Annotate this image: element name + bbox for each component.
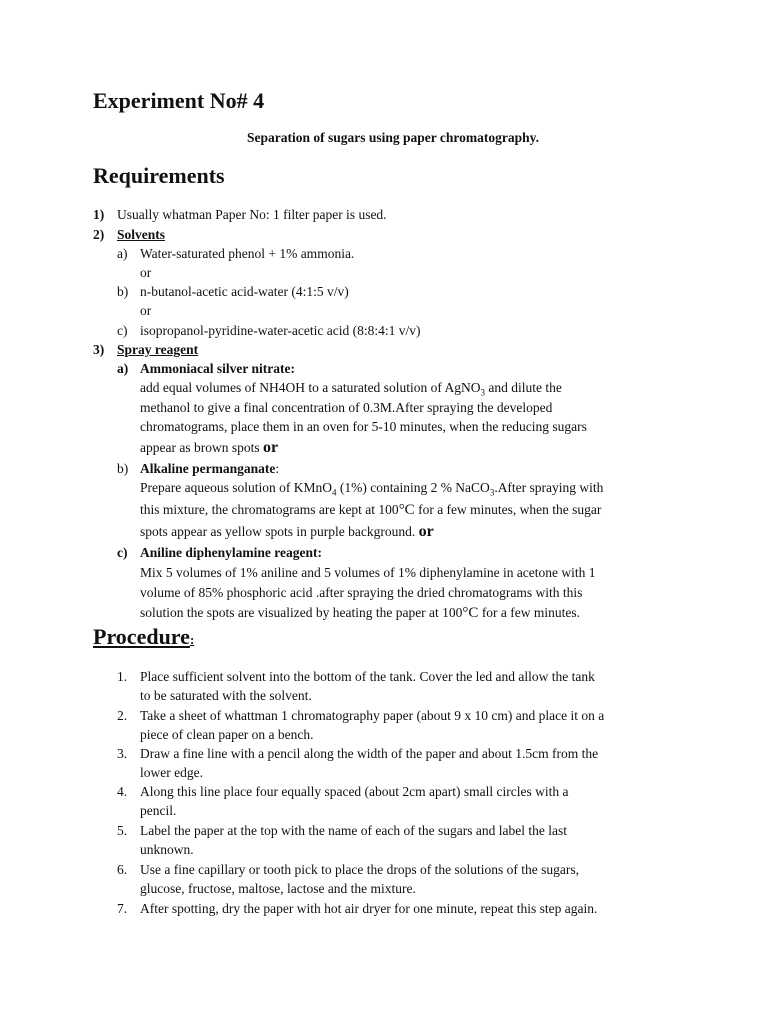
procedure-step-5-line-1: Label the paper at the top with the name of each of the sugars and label the last [140, 823, 567, 838]
spray-a-line-4: appear as brown spots or [140, 439, 279, 456]
req-item-1-number: 1) [93, 207, 105, 222]
procedure-step-6-number: 6. [117, 862, 128, 877]
procedure-step-6-line-1: Use a fine capillary or tooth pick to place the drops of the solutions of the sugars, [140, 862, 580, 877]
spray-reagent-label: Spray reagent [117, 342, 199, 357]
procedure-step-6-line-2: glucose, fructose, maltose, lactose and the mixture. [140, 881, 416, 896]
procedure-step-3-line-1: Draw a fine line with a pencil along the width of the paper and about 1.5cm from the [140, 746, 599, 761]
spray-a-line-2: methanol to give a final concentration of 0.3M.After spraying the developed [140, 400, 553, 415]
solvent-b-letter: b) [117, 284, 129, 299]
spray-a-label: Ammoniacal silver nitrate: [140, 361, 295, 376]
procedure-step-5-line-2: unknown. [140, 842, 194, 857]
page-title: Experiment No# 4 [93, 88, 265, 113]
spray-a-letter: a) [117, 361, 129, 376]
solvent-c-letter: c) [117, 323, 128, 338]
requirements-heading: Requirements [93, 163, 225, 188]
spray-a-line-1: add equal volumes of NH4OH to a saturated solution of AgNO$_3$ and dilute the [140, 380, 562, 398]
solvent-b-text: n-butanol-acetic acid-water (4:1:5 v/v) [140, 284, 349, 299]
spray-c-line-2: volume of 85% phosphoric acid .after spraying the dried chromatograms with this [140, 585, 583, 600]
spray-b-letter: b) [117, 461, 129, 476]
procedure-step-4-line-1: Along this line place four equally spaced (about 2cm apart) small circles with a [140, 784, 569, 799]
procedure-step-4-line-2: pencil. [140, 803, 177, 818]
solvent-c-text: isopropanol-pyridine-water-acetic acid (8:8:4:1 v/v) [140, 323, 421, 338]
spray-c-letter: c) [117, 545, 128, 560]
solvent-or-2: or [140, 303, 152, 318]
spray-c-line-1: Mix 5 volumes of 1% aniline and 5 volumes of 1% diphenylamine in acetone with 1 [140, 565, 596, 580]
spray-c-label: Aniline diphenylamine reagent: [140, 545, 323, 560]
solvent-or-1: or [140, 265, 152, 280]
spray-b-line-3: spots appear as yellow spots in purple background. or [140, 523, 434, 540]
solvent-a-text: Water-saturated phenol + 1% ammonia. [140, 246, 355, 261]
spray-a-line-3: chromatograms, place them in an oven for 5-10 minutes, when the reducing sugars [140, 419, 587, 434]
req-item-2-number: 2) [93, 227, 105, 242]
procedure-step-5-number: 5. [117, 823, 128, 838]
spray-b-line-1: Prepare aqueous solution of KMnO$_4$ (1%) containing 2 % NaCO$_3$.After spraying with [140, 480, 604, 498]
solvent-a-letter: a) [117, 246, 128, 261]
procedure-step-2-number: 2. [117, 708, 128, 723]
procedure-step-3-line-2: lower edge. [140, 765, 203, 780]
req-item-1-text: Usually whatman Paper No: 1 filter paper is used. [117, 207, 387, 222]
procedure-step-4-number: 4. [117, 784, 128, 799]
procedure-step-1-line-2: to be saturated with the solvent. [140, 688, 312, 703]
procedure-step-3-number: 3. [117, 746, 128, 761]
req-item-3-number: 3) [93, 342, 105, 357]
procedure-step-7-number: 7. [117, 901, 128, 916]
solvents-label: Solvents [117, 227, 166, 242]
spray-c-line-3: solution the spots are visualized by heating the paper at 100°C for a few minutes. [140, 605, 581, 621]
procedure-step-7-line-1: After spotting, dry the paper with hot air dryer for one minute, repeat this step again. [140, 901, 598, 916]
procedure-heading: Procedure: [93, 624, 195, 649]
procedure-step-2-line-2: piece of clean paper on a bench. [140, 727, 314, 742]
procedure-step-2-line-1: Take a sheet of whattman 1 chromatography paper (about 9 x 10 cm) and place it on a [140, 708, 605, 723]
or-separator-1: or [262, 439, 279, 456]
procedure-step-1-number: 1. [117, 669, 128, 684]
procedure-step-1-line-1: Place sufficient solvent into the bottom of the tank. Cover the led and allow the tank [140, 669, 595, 684]
spray-b-label-line: Alkaline permanganate: [140, 461, 280, 476]
or-separator-2: or [418, 523, 434, 540]
spray-b-line-2: this mixture, the chromatograms are kept at 100°C for a few minutes, when the sugar [140, 502, 602, 518]
page-subtitle: Separation of sugars using paper chromatography. [246, 130, 540, 145]
